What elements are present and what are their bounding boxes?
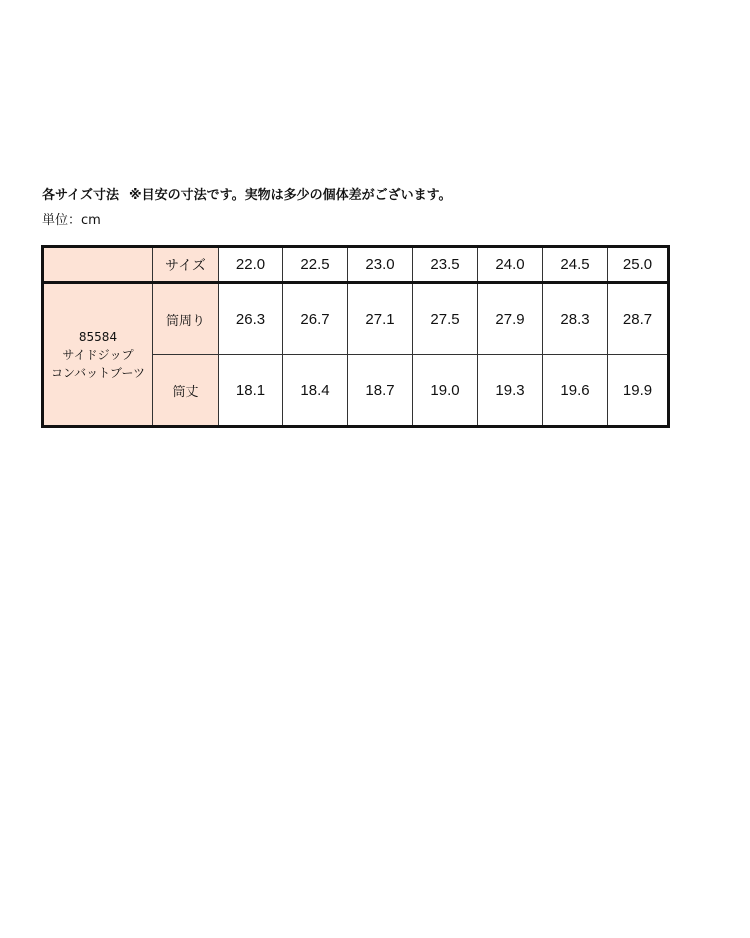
size-cell: 22.0 [219, 247, 283, 283]
value-cell: 27.5 [413, 283, 478, 355]
product-name-line2: コンバットブーツ [51, 365, 145, 380]
row-label-circumference: 筒周り [153, 283, 219, 355]
row-label-height: 筒丈 [153, 355, 219, 427]
value-cell: 18.1 [219, 355, 283, 427]
product-code: 85584 [78, 329, 118, 344]
size-heading [42, 184, 452, 203]
value-cell: 18.4 [283, 355, 348, 427]
size-table [41, 245, 670, 428]
size-cell: 22.5 [283, 247, 348, 283]
value-cell: 19.3 [478, 355, 543, 427]
value-cell: 28.3 [543, 283, 608, 355]
size-label-cell: サイズ [153, 247, 219, 283]
unit-label: 単位：cm [42, 213, 101, 228]
size-cell: 24.0 [478, 247, 543, 283]
size-heading-note: ※目安の寸法です。実物は多少の個体差がございます。 [128, 188, 452, 203]
value-cell: 19.6 [543, 355, 608, 427]
value-cell: 26.3 [219, 283, 283, 355]
size-header-row [43, 247, 669, 283]
value-cell: 27.1 [348, 283, 413, 355]
value-cell: 19.0 [413, 355, 478, 427]
value-cell: 26.7 [283, 283, 348, 355]
size-heading-title: 各サイズ寸法 [42, 188, 119, 203]
product-name-line1: サイドジップ [62, 347, 134, 362]
value-cell: 27.9 [478, 283, 543, 355]
value-cell: 18.7 [348, 355, 413, 427]
table-row-circumference [43, 283, 669, 355]
header-corner-cell [43, 247, 153, 283]
size-cell: 24.5 [543, 247, 608, 283]
size-cell: 25.0 [608, 247, 669, 283]
product-cell [43, 283, 153, 427]
size-cell: 23.0 [348, 247, 413, 283]
value-cell: 28.7 [608, 283, 669, 355]
size-cell: 23.5 [413, 247, 478, 283]
value-cell: 19.9 [608, 355, 669, 427]
